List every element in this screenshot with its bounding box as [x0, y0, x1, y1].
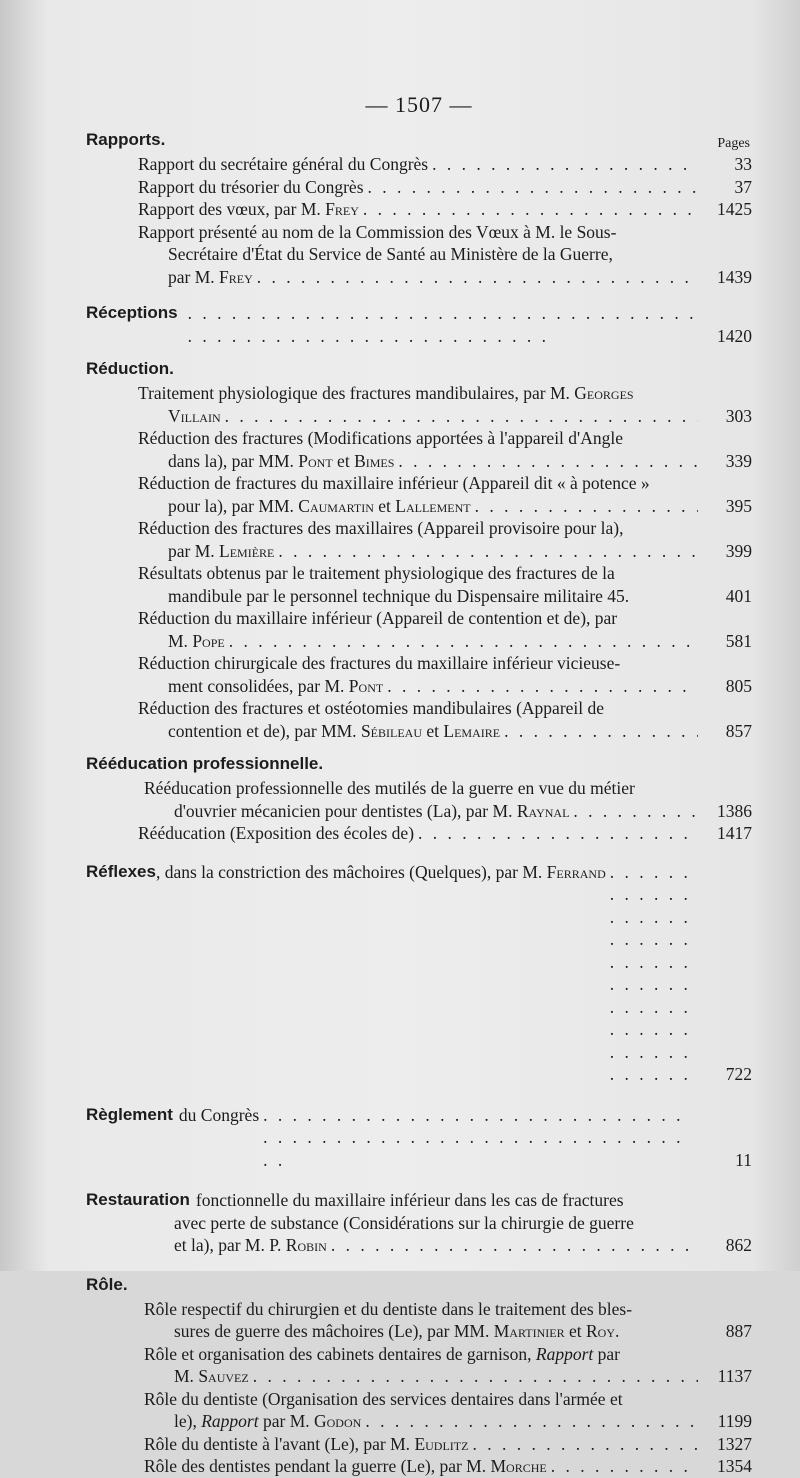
author-name: Frey	[219, 266, 253, 287]
page-ref: 805	[725, 675, 752, 696]
index-entry: Réduction des fractures des maxillaires (Appareil provisoire pour la), par M. Lemière . . . 399	[138, 517, 752, 562]
page-ref: 11	[735, 1149, 752, 1170]
page-ref: 1425	[717, 199, 752, 219]
section-reeducation	[86, 750, 752, 845]
index-entry: Rôle respectif du chirurgien et du dentiste dans le traitement des bles- sures de guerre des mâchoires (Le), par MM. Martinier et Roy . 887	[144, 1298, 752, 1341]
page-ref: 862	[725, 1235, 752, 1255]
page-ref: 1354	[717, 1456, 752, 1476]
index-entry: Traitement physiologique des fractures mandibulaires, par M. Georges Villain . . . 303	[138, 382, 752, 427]
page-ref: 581	[725, 630, 752, 651]
section-restauration: Restauration fonctionnelle du maxillaire inférieur dans les cas de fractures avec perte de substance (Considérations sur la chirurgie de guerre et la), par M. P. Robin . . . 862	[86, 1189, 752, 1257]
index-entry: Rapport du secrétaire général du Congrès . . . 33	[138, 153, 752, 176]
index-entry: Réduction chirurgicale des fractures du maxillaire inférieur vicieuse- ment consolidées, par M. Pont . . . 805	[138, 652, 752, 697]
page-ref: 37	[734, 176, 752, 197]
section-reduction	[86, 355, 752, 742]
page-ref: 887	[725, 1321, 752, 1341]
section-title: Réceptions	[86, 303, 178, 322]
index-entry: Rôle des dentistes pendant la guerre (Le), par M. Morche . . . 1354	[144, 1455, 752, 1478]
page-ref: 1417	[717, 823, 752, 843]
section-title: Rôle.	[86, 1274, 128, 1294]
index-entry: Rapport des vœux, par M. Frey . . . 1425	[138, 198, 752, 221]
index-entry: Rééducation (Exposition des écoles de) . . . 1417	[138, 822, 752, 845]
page-ref: 1327	[717, 1433, 752, 1454]
page-ref: 722	[725, 1064, 752, 1084]
index-entry: Rôle et organisation des cabinets dentaires de garnison, Rapport par M. Sauvez . . . 1137	[144, 1343, 752, 1388]
index-entry: Rôle du dentiste (Organisation des services dentaires dans l'armée et le), Rapport par M. Godon . . . 1199	[144, 1388, 752, 1433]
page-ref: 33	[734, 154, 752, 174]
author-name: Frey	[325, 199, 359, 219]
page-ref: 1386	[717, 800, 752, 821]
index-entry: Réduction de fractures du maxillaire inférieur (Appareil dit « à potence » pour la), par MM. Caumartin et Lallement . . . 395	[138, 472, 752, 517]
section-reflexes: Réflexes , dans la constriction des mâchoires (Quelques), par M. Ferrand . . . 722	[86, 861, 752, 1086]
index-entry: Rééducation professionnelle des mutilés de la guerre en vue du métier d'ouvrier mécanicien pour dentistes (La), par M. Raynal . . . 1386	[144, 777, 752, 822]
index-entry: Rapport présenté au nom de la Commission des Vœux à M. le Sous- Secrétaire d'État du Service de Santé au Ministère de la Guerre, par M. Frey . . . 1439	[138, 221, 752, 289]
page-ref: 857	[725, 720, 752, 741]
page-ref: 1420	[717, 325, 752, 346]
author-name: Villain	[168, 405, 221, 426]
index-entry: Rôle du dentiste à l'avant (Le), par M. Eudlitz . . . 1327	[144, 1433, 752, 1456]
section-reglement: Règlement du Congrès . . . 11	[86, 1104, 752, 1172]
index-entry: Réduction des fractures (Modifications apportées à l'appareil d'Angle dans la), par MM. Pont et Bimes . . . 339	[138, 427, 752, 472]
section-receptions	[86, 302, 752, 347]
page-ref: 399	[725, 540, 752, 561]
page-ref: 1439	[717, 266, 752, 287]
index-entry: Rapport du trésorier du Congrès . . . 37	[138, 176, 752, 199]
page-ref: 1199	[717, 1411, 752, 1431]
section-title: Rapports.	[86, 130, 166, 149]
section-rapports	[86, 126, 752, 288]
index-entry: Réduction du maxillaire inférieur (Appareil de contention et de), par M. Pope . . . 581	[138, 607, 752, 652]
section-role	[86, 1271, 752, 1478]
pages-column-label: Pages	[717, 136, 750, 151]
section-title: Règlement	[86, 1104, 173, 1124]
page-ref: 339	[725, 450, 752, 471]
page-ref: 303	[725, 405, 752, 426]
page-number: — 1507 —	[365, 92, 473, 117]
page-ref: 401	[725, 585, 752, 606]
section-title: Restauration	[86, 1190, 190, 1209]
index-entry: Réduction des fractures et ostéotomies mandibulaires (Appareil de contention et de), par MM. Sébileau et Lemaire . . . 857	[138, 697, 752, 742]
index-entry: Résultats obtenus par le traitement physiologique des fractures de la mandibule par le personnel technique du Dispensaire militaire 45. 401	[138, 563, 752, 606]
section-title: Réflexes	[86, 861, 156, 881]
page-ref: 1137	[717, 1366, 752, 1386]
page-ref: 395	[725, 495, 752, 516]
section-title: Rééducation professionnelle.	[86, 754, 324, 773]
section-title: Réduction.	[86, 359, 174, 378]
